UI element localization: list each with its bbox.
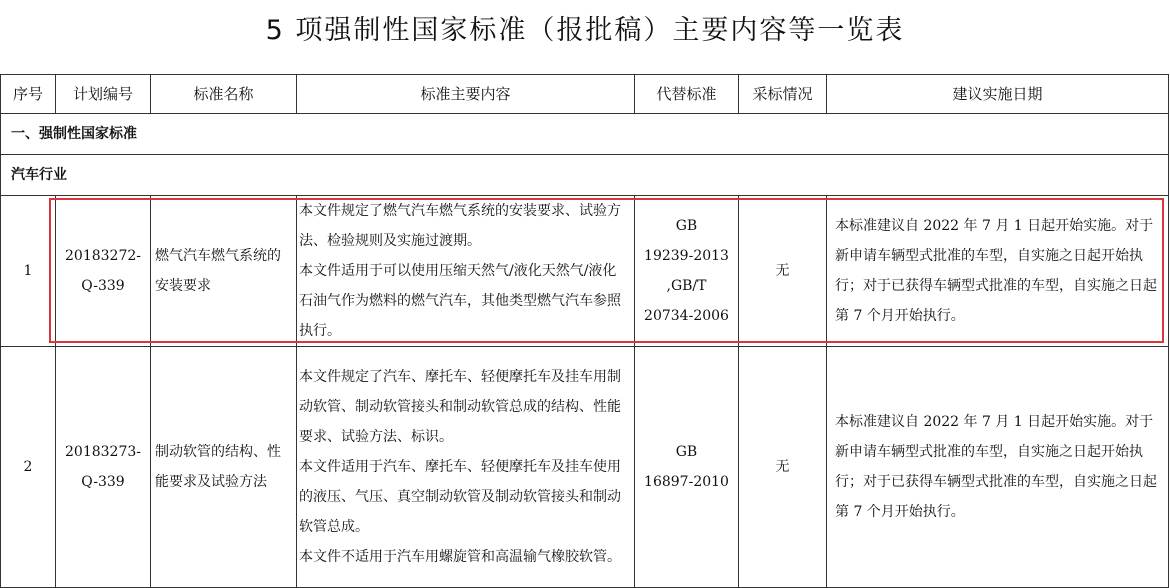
subsection-title: 汽车行业 — [1, 155, 1169, 196]
row-plan-no — [56, 347, 151, 588]
table-row — [1, 196, 1169, 347]
section-title: 一、强制性国家标准 — [1, 114, 1169, 155]
row-content — [297, 347, 635, 588]
header-row — [1, 75, 1169, 114]
row-replace — [635, 347, 739, 588]
replace-part: ,GB/T — [666, 278, 707, 294]
subsection-row — [1, 155, 1169, 196]
plan-no-part: Q-339 — [81, 278, 125, 294]
row-seq: 2 — [1, 347, 56, 588]
header-plan-no: 计划编号 — [56, 75, 151, 114]
row-impl-date: 本标准建议自 2022 年 7 月 1 日起开始实施。对于新申请车辆型式批准的车型，自实施之日起开始执行；对于已获得车辆型式批准的车型，自实施之日起第 7 个月开始执行。 — [827, 347, 1169, 588]
row-replace — [635, 196, 739, 347]
row-name: 燃气汽车燃气系统的安装要求 — [151, 196, 297, 347]
header-seq: 序号 — [1, 75, 56, 114]
header-impl-date: 建议实施日期 — [827, 75, 1169, 114]
page-title: 5 项强制性国家标准（报批稿）主要内容等一览表 — [265, 15, 905, 46]
header-adoption: 采标情况 — [739, 75, 827, 114]
plan-no-part: 20183273- — [65, 444, 141, 460]
replace-part: 19239-2013 — [644, 248, 729, 264]
content-paragraph: 本文件规定了汽车、摩托车、轻便摩托车及挂车用制动软管、制动软管接头和制动软管总成的结构、性能要求、试验方法、标识。 — [299, 369, 621, 445]
row-content — [297, 196, 635, 347]
content-paragraph: 本文件适用于可以使用压缩天然气/液化天然气/液化石油气作为燃料的燃气汽车，其他类型燃气汽车参照执行。 — [299, 263, 621, 339]
table-row — [1, 347, 1169, 588]
plan-no-part: Q-339 — [81, 474, 125, 490]
section-row — [1, 114, 1169, 155]
replace-part: 20734-2006 — [644, 308, 729, 324]
replace-part: 16897-2010 — [644, 474, 729, 490]
row-name: 制动软管的结构、性能要求及试验方法 — [151, 347, 297, 588]
row-impl-date: 本标准建议自 2022 年 7 月 1 日起开始实施。对于新申请车辆型式批准的车型，自实施之日起开始执行；对于已获得车辆型式批准的车型，自实施之日起第 7 个月开始执行。 — [827, 196, 1169, 347]
replace-part: GB — [675, 444, 698, 460]
content-paragraph: 本文件适用于汽车、摩托车、轻便摩托车及挂车使用的液压、气压、真空制动软管及制动软管接头和制动软管总成。 — [299, 459, 621, 535]
content-paragraph: 本文件规定了燃气汽车燃气系统的安装要求、试验方法、检验规则及实施过渡期。 — [299, 203, 621, 249]
header-content: 标准主要内容 — [297, 75, 635, 114]
header-replace: 代替标准 — [635, 75, 739, 114]
header-name: 标准名称 — [151, 75, 297, 114]
row-adoption: 无 — [739, 196, 827, 347]
row-adoption: 无 — [739, 347, 827, 588]
row-seq: 1 — [1, 196, 56, 347]
replace-part: GB — [675, 218, 698, 234]
plan-no-part: 20183272- — [65, 248, 141, 264]
row-plan-no — [56, 196, 151, 347]
standards-table — [0, 74, 1169, 588]
content-paragraph: 本文件不适用于汽车用螺旋管和高温输气橡胶软管。 — [299, 549, 621, 565]
